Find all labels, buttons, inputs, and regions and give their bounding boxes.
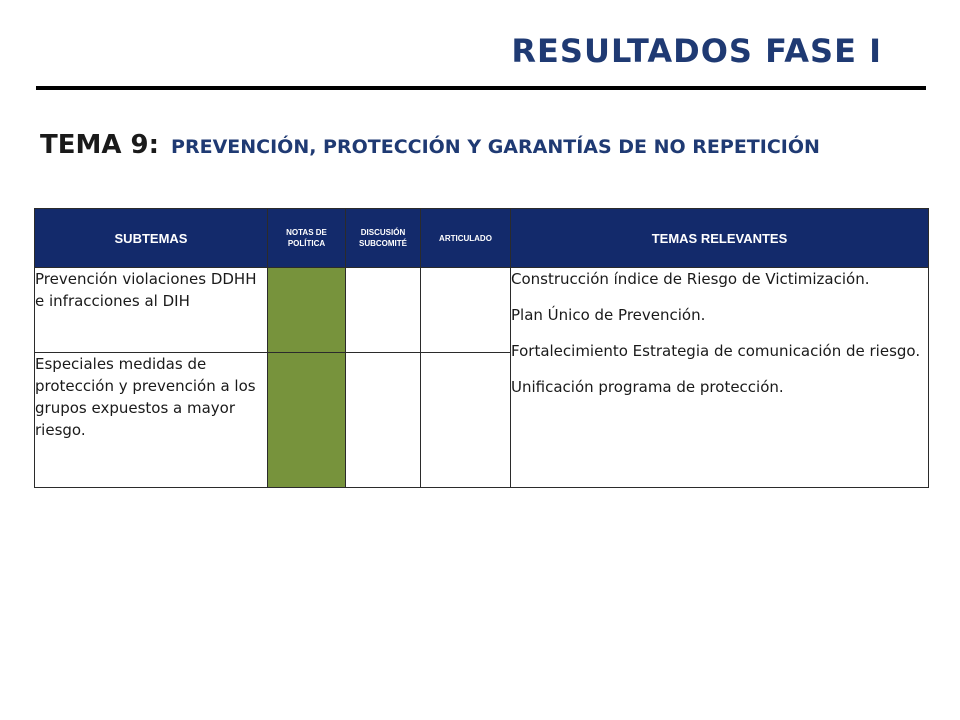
relevant-item: Unificación programa de protección. [511, 378, 784, 396]
header-discusion-subcomite: DISCUSIÓN SUBCOMITÉ [346, 209, 421, 268]
temas-relevantes-cell [511, 268, 929, 488]
header-temas-relevantes: TEMAS RELEVANTES [511, 209, 929, 268]
table-row [35, 268, 929, 353]
title-divider [36, 86, 926, 90]
header-subtemas: SUBTEMAS [35, 209, 268, 268]
relevant-item: Fortalecimiento Estrategia de comunicación de riesgo. [511, 342, 921, 360]
results-table [34, 208, 929, 488]
page-title: RESULTADOS FASE I [511, 32, 882, 70]
notas-status-cell [268, 268, 346, 353]
table-header-row [35, 209, 929, 268]
articulado-status-cell [421, 268, 511, 353]
notas-status-cell [268, 353, 346, 488]
header-notas-de-politica: NOTAS DE POLÍTICA [268, 209, 346, 268]
topic-heading [40, 130, 820, 160]
discusion-status-cell [346, 268, 421, 353]
subtema-cell: Prevención violaciones DDHH e infracciones al DIH [35, 268, 268, 353]
header-articulado: ARTICULADO [421, 209, 511, 268]
topic-title: PREVENCIÓN, PROTECCIÓN Y GARANTÍAS DE NO REPETICIÓN [171, 136, 820, 158]
relevant-item: Plan Único de Prevención. [511, 306, 706, 324]
discusion-status-cell [346, 353, 421, 488]
topic-number: TEMA 9: [40, 130, 160, 160]
articulado-status-cell [421, 353, 511, 488]
subtema-cell: Especiales medidas de protección y prevención a los grupos expuestos a mayor riesgo. [35, 353, 268, 488]
relevant-item: Construcción índice de Riesgo de Victimización. [511, 270, 870, 288]
